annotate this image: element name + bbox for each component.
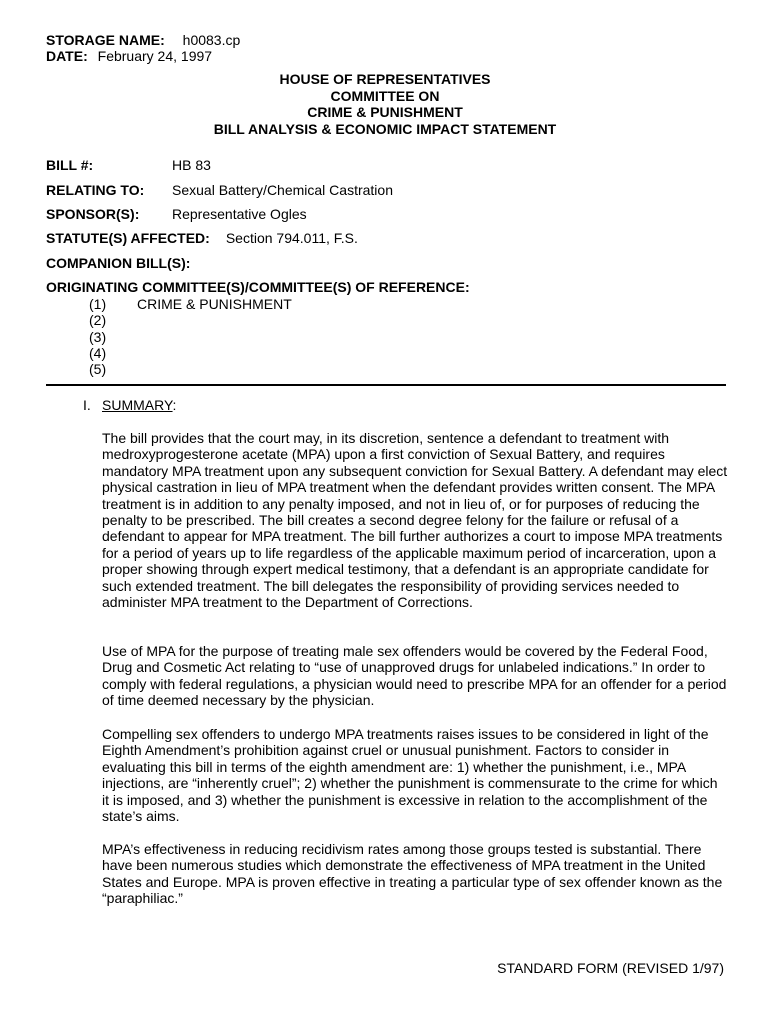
storage-name-value: h0083.cp <box>182 32 241 48</box>
section-title: SUMMARY <box>102 397 173 413</box>
sponsor-label: SPONSOR(S) <box>46 206 135 222</box>
relating-to-label: RELATING TO <box>46 182 140 198</box>
committee-item <box>89 361 292 377</box>
summary-paragraph: Compelling sex offenders to undergo MPA treatments raises issues to be considered in light of the Eighth Amendment’s prohibition against cruel or unusual punishment. Factors to consider in evaluating this bill in terms of the eighth amendment are: 1) whether the punishment, i.e., MPA injections, are “inherently cruel”; 2) whether the punishment is commensurate to the crime for which it is imposed, and 3) whether the punishment is excessive in relation to the accomplishment of the state’s aims. <box>102 726 718 825</box>
storage-name-line: STORAGE NAME: h0083.cp <box>46 32 241 48</box>
summary-paragraph: MPA’s effectiveness in reducing recidivism rates among those groups tested is substantial. There have been numerous studies which demonstrate the effectiveness of MPA treatment in the United States and Europe. MPA is proven effective in treating a particular type of sex offender known as the “paraphiliac.” <box>102 841 723 907</box>
companion-bills-label: COMPANION BILL(S) <box>46 255 186 271</box>
summary-paragraph: Use of MPA for the purpose of treating male sex offenders would be covered by the Federal Food, Drug and Cosmetic Act relating to “use of unapproved drugs for unlabeled indications.” In order to comply with federal regulations, a physician would need to prescribe MPA for an offender for a period of time deemed necessary by the physician. <box>102 643 727 709</box>
date-value: February 24, 1997 <box>97 48 213 64</box>
committees-label: ORIGINATING COMMITTEE(S)/COMMITTEE(S) OF REFERENCE <box>46 279 465 295</box>
title-line-4: BILL ANALYSIS & ECONOMIC IMPACT STATEMENT <box>213 120 557 137</box>
storage-name-label: STORAGE NAME <box>46 32 161 48</box>
committee-item <box>89 312 292 328</box>
sponsor-field: SPONSOR(S): Representative Ogles <box>46 206 307 222</box>
bill-number-value: HB 83 <box>172 157 211 173</box>
statutes-affected-label: STATUTE(S) AFFECTED <box>46 230 206 246</box>
committee-list <box>89 296 292 377</box>
summary-paragraph: The bill provides that the court may, in its discretion, sentence a defendant to treatment with medroxyprogesterone acetate (MPA) upon a first conviction of Sexual Battery, and requires mandatory MPA treatment upon any subsequent conviction for Sexual Battery. A defendant may elect physical castration in lieu of MPA treatment when the defendant provides written consent. The MPA treatment is in addition to any penalty imposed, and not in lieu of, or for purposes of reducing the penalty to be prescribed. The bill creates a second degree felony for the failure or refusal of a defendant to appear for MPA treatment. The bill further authorizes a court to impose MPA treatments for a period of years up to life regardless of the applicable maximum period of incarceration, upon a proper showing through expert medical testimony, that a defendant is an appropriate candidate for such extended treatment. The bill delegates the responsibility of providing services needed to administer MPA treatment to the Department of Corrections. <box>102 430 728 611</box>
committees-field: ORIGINATING COMMITTEE(S)/COMMITTEE(S) OF REFERENCE: <box>46 279 470 295</box>
committee-number: (2) <box>89 312 107 329</box>
date-label: DATE <box>46 48 84 64</box>
statutes-affected-value: Section 794.011, F.S. <box>225 230 358 246</box>
bill-number-label: BILL # <box>46 157 89 173</box>
committee-number: (3) <box>89 328 107 345</box>
title-line-1: HOUSE OF REPRESENTATIVES <box>279 71 491 87</box>
committee-item <box>89 329 292 345</box>
bill-number-field: BILL #: HB 83 <box>46 157 211 173</box>
committee-item <box>89 296 292 312</box>
sponsor-value: Representative Ogles <box>172 206 307 222</box>
horizontal-divider <box>46 384 726 386</box>
companion-bills-field: COMPANION BILL(S): <box>46 255 191 271</box>
committee-number: (5) <box>89 361 107 378</box>
section-numeral: I. <box>83 397 91 413</box>
committee-name: CRIME & PUNISHMENT <box>137 296 292 312</box>
title-line-2: COMMITTEE ON <box>330 87 440 104</box>
relating-to-value: Sexual Battery/Chemical Castration <box>172 182 393 198</box>
form-footer: STANDARD FORM (REVISED 1/97) <box>497 960 724 976</box>
date-line: DATE: February 24, 1997 <box>46 48 213 64</box>
committee-number: (1) <box>89 296 107 312</box>
document-title <box>0 71 770 137</box>
section-colon: : <box>172 397 177 413</box>
committee-item <box>89 345 292 361</box>
title-line-3: CRIME & PUNISHMENT <box>307 104 463 120</box>
relating-to-field: RELATING TO: Sexual Battery/Chemical Castration <box>46 182 393 198</box>
statutes-affected-field: STATUTE(S) AFFECTED: Section 794.011, F.S. <box>46 230 358 246</box>
committee-number: (4) <box>89 344 107 361</box>
summary-heading <box>83 397 176 413</box>
